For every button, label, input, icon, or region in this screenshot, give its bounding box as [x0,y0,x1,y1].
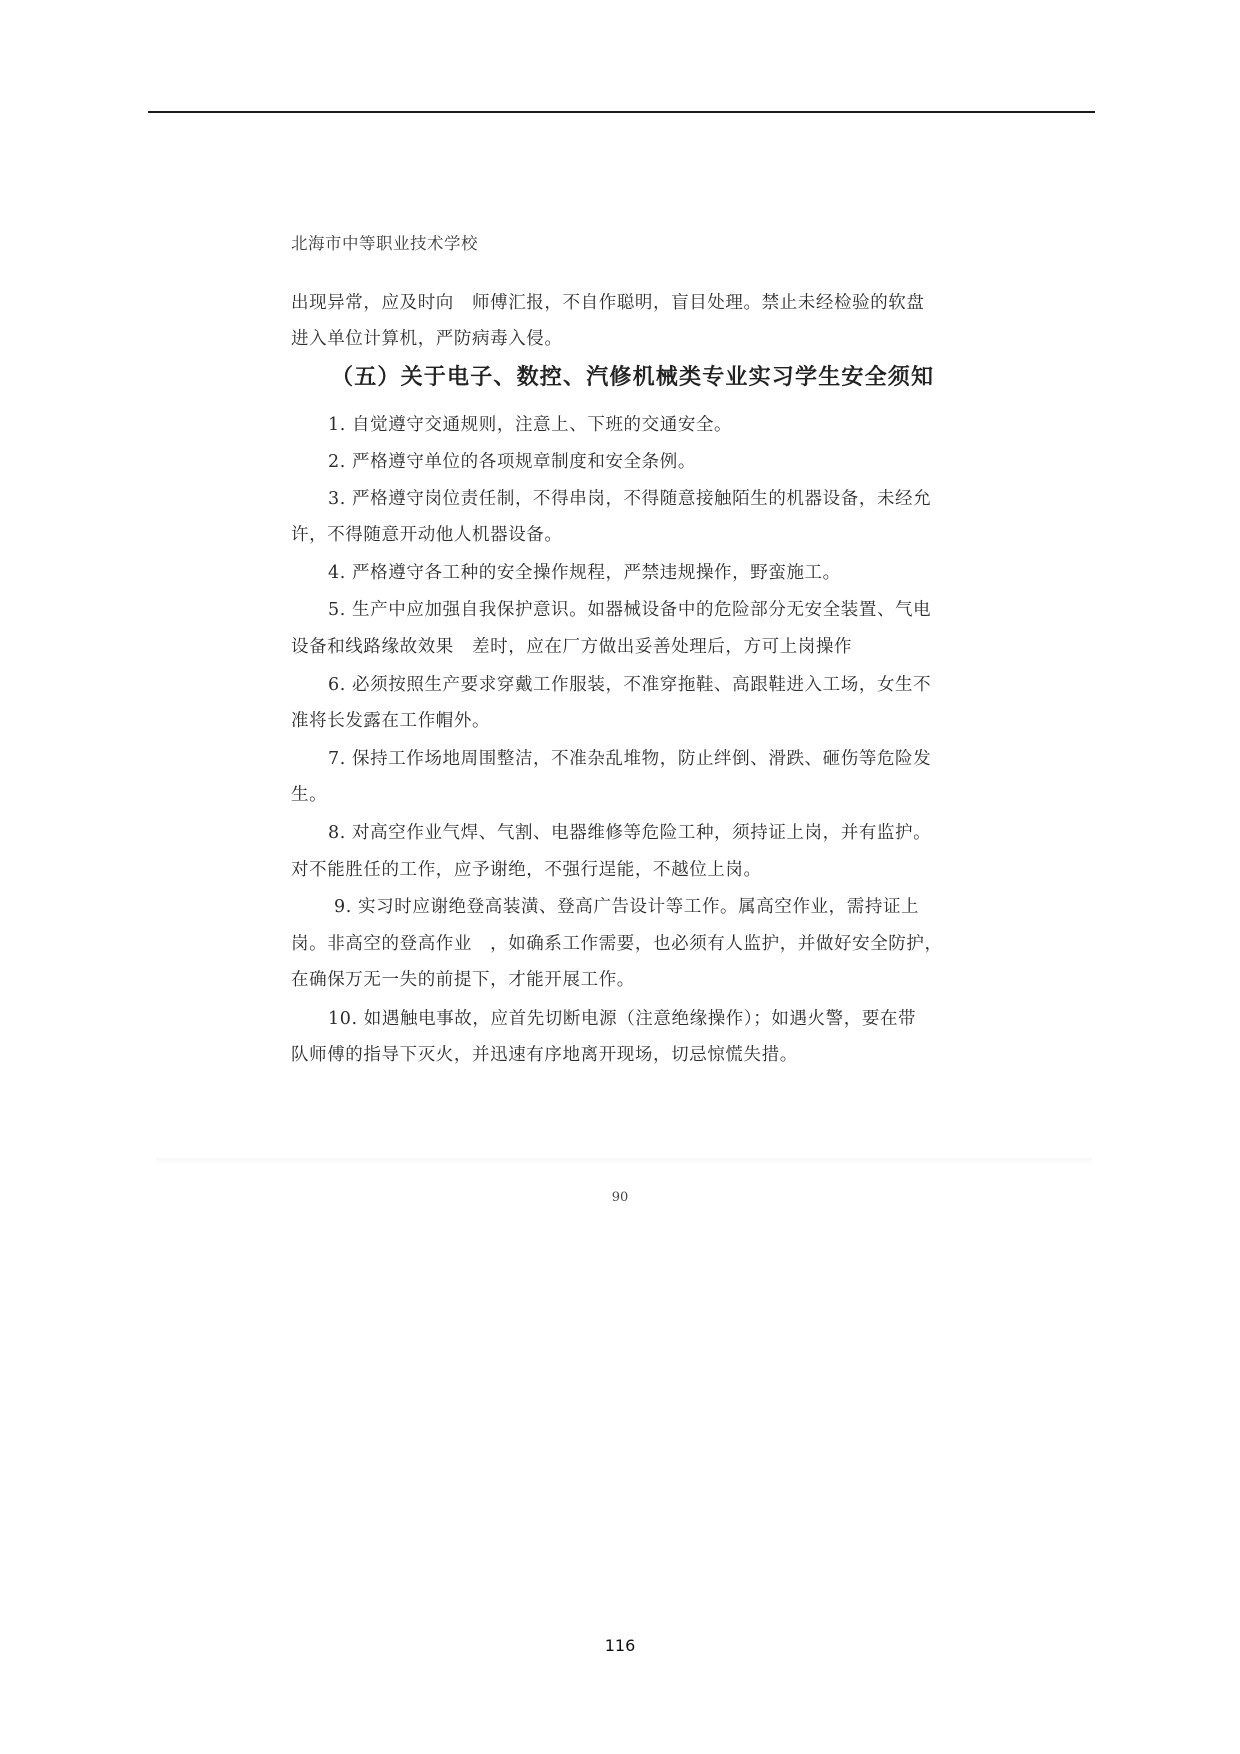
item-9-line-2: 岗。非高空的登高作业 ，如确系工作需要，也必须有人监护，并做好安全防护， [291,934,943,954]
item-2-line-1: 2. 严格遵守单位的各项规章制度和安全条例。 [328,452,696,472]
continuation-line: 进入单位计算机，严防病毒入侵。 [291,329,563,349]
page-number: 116 [604,1636,636,1655]
item-5-line-2: 设备和线路缘故效果 差时，应在厂方做出妥善处理后，方可上岗操作 [291,637,853,657]
item-4-line-1: 4. 严格遵守各工种的安全操作规程，严禁违规操作，野蛮施工。 [328,563,841,583]
section-heading: （五）关于电子、数控、汽修机械类专业实习学生安全须知 [331,365,935,390]
item-10-line-1: 10. 如遇触电事故，应首先切断电源（注意绝缘操作）；如遇火警，要在带 [328,1009,917,1029]
item-9-line-1: 9. 实习时应谢绝登高装潢、登高广告设计等工作。属高空作业，需持证上 [334,897,920,917]
scanned-page [156,220,1092,1170]
item-6-line-2: 准将长发露在工作帽外。 [291,711,491,731]
item-6-line-1: 6. 必须按照生产要求穿戴工作服装，不准穿拖鞋、高跟鞋进入工场，女生不 [328,675,932,695]
continuation-line: 出现异常，应及时向 师傅汇报，不自作聪明，盲目处理。禁止未经检验的软盘 [291,293,925,313]
item-7-line-2: 生。 [291,785,328,805]
item-1-line-1: 1. 自觉遵守交通规则，注意上、下班的交通安全。 [328,415,733,435]
scan-edge [156,1158,1092,1164]
item-9-line-3: 在确保万无一失的前提下，才能开展工作。 [291,970,635,990]
inner-page-number: 90 [611,1190,629,1205]
top-rule [148,111,1095,113]
item-8-line-2: 对不能胜任的工作，应予谢绝，不强行逞能，不越位上岗。 [291,860,762,880]
item-3-line-1: 3. 严格遵守岗位责任制，不得串岗，不得随意接触陌生的机器设备，未经允 [328,489,932,509]
school-header: 北海市中等职业技术学校 [291,234,478,253]
item-3-line-2: 许，不得随意开动他人机器设备。 [291,525,563,545]
item-8-line-1: 8. 对高空作业气焊、气割、电器维修等危险工种，须持证上岗，并有监护。 [328,823,932,843]
item-5-line-1: 5. 生产中应加强自我保护意识。如器械设备中的危险部分无安全装置、气电 [328,600,932,620]
item-7-line-1: 7. 保持工作场地周围整洁，不准杂乱堆物，防止绊倒、滑跌、砸伤等危险发 [328,749,932,769]
item-10-line-2: 队师傅的指导下灭火，并迅速有序地离开现场，切忌惊慌失措。 [291,1045,798,1065]
